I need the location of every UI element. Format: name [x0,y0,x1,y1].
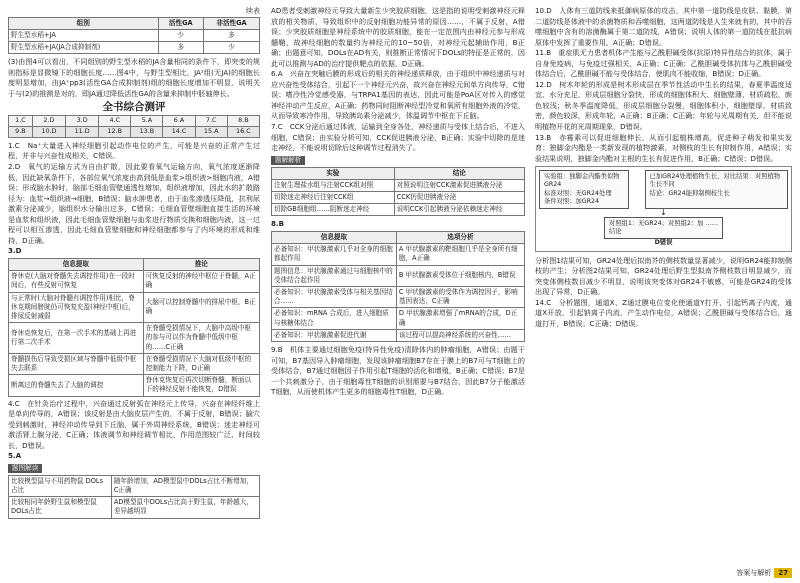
experiment-table [271,167,525,217]
answer-cell: 14.C [163,126,195,137]
table-cell: 大脑可以控制脊髓中的排尿中枢，B正确 [143,292,259,323]
answer-cell: 1.C [9,115,33,126]
experiment-table-header: 实验 [272,167,395,179]
answer-q13: 13.B 赤霉素可以促进细胞伸长，从而引起植株增高，促进种子萌发和果实发育；独脚金内酯是一类新发现的植物激素，对侧枝的生长有抑制作用，A错误；实验结果说明，独脚金内酯对主根的生长有促进作用，B正确；C错误；D错误。 [535,132,792,163]
table-cell: A 甲状腺激素的靶细胞几乎是全身所有细胞，A正确 [396,244,524,265]
flow-text: 结论 [608,228,622,236]
table-cell: 脊休克恢复后再次切断脊髓，断面以下的神经反射不能恢复，D错误 [143,375,259,396]
info-table-header: 信息提取 [272,232,397,244]
section-title: 全书综合测评 [102,101,166,114]
answer-q10: 10.D 人体有三道防线来抵御病原体的攻击，其中第一道防线是皮肤、黏膜，第二道防线是体液中的杀菌物质和吞噬细胞，这两道防线是人生来就有的，其中的吞噬细胞中含有的溶菌酶属于第二道防线，A错误；说明人体的第一道防线在抵抗病原体中发挥了重要作用，A正确；D错误。 [535,6,792,47]
solve-tag: 题图解读 [8,464,42,473]
answer-cell: 7.C [195,115,227,126]
flow-text: 对照组1：无GR24；对照组2：加 …… [608,220,719,228]
analysis-tag: 题解解析 [271,156,305,165]
flow-text: 实验组：独脚金内酯类似物GR24 [544,173,620,189]
page-label: 答案与解析 [736,569,772,577]
table-cell: 脊休克(大脑对脊髓失去调控作用)在一段时间后，有些反射可恢复 [9,271,144,292]
answer-cell: 5.A [131,115,163,126]
answer-cell: 10.D [32,126,65,137]
answer-q11: 11.B 重症肌无力患者机体产生能与乙酰胆碱受体(抗原)特异性结合的抗体，属于自身免疫病，与免疫过强相关，A正确；C正确；乙酰胆碱受体抗体与乙酰胆碱受体结合后，乙酰胆碱不能与受体结合，使肌肉不能收缩，B错误；D正确。 [535,48,792,79]
table-row [9,126,260,137]
table-row [272,287,525,308]
answer-q7: 7.C CCK分泌后通过体液，运输到全身各处，神经递质与受体上结合后，不进入细胞，C错误；由实验分析可知，CCK促进胰液分泌，B正确；实验中切除的是迷走神经，不能说明切除后这种调节过程消失了。 [271,122,525,153]
paragraph: 分析图1结果可知，GR24处理后拟南芥的侧枝数量显著减少，说明GR24能抑制侧枝的产生；分析图2结果可知，GR24处理后野生型拟南芥侧枝数目明显减少，而突变体侧枝数目减少不明显，说明该突变体对GR24不敏感，可能是GR24的受体出现了异常，D正确。 [535,255,792,297]
solve-table [8,475,260,519]
top-table-header: 组别 [9,17,159,29]
table-cell: 多 [158,41,204,53]
column-right [535,6,792,329]
flow-box-bottom [604,217,723,239]
table-cell: 说明CCK引起胰液分泌依赖迷走神经 [394,204,524,216]
page-number: 27 [774,568,792,578]
table-row [9,323,260,354]
table-row [9,292,260,323]
answer-q9: 9.B 机体主要通过细胞免疫(特异性免疫)清除体内的肿瘤细胞，A错误；由题干可知，B7基因导入肿瘤细胞，发现该肿瘤细胞B7存在于膜上的B7可与T细胞上的受体结合，B7通过细胞因子作用引起T细胞的活化和增殖，B正确；C错误；B7是一个共刺激分子，由于细胞毒性T细胞的识别需要与B7结合，因此B7分子能激活T细胞，从而使机体产生更多的细胞毒性T细胞，D正确。 [271,345,525,397]
flow-text: 结论：GR24能抑制侧枝生长 [649,189,730,197]
table-row [272,244,525,265]
table-row [9,375,260,396]
answer-q3: 3.D [8,246,22,256]
table-row [272,329,525,341]
paragraph: AD患者受刺激神经元导致大量新生少突胶质细胞，这是指的说明受刺激神经元释放的相关物质，导致组织中的反射细胞功能异常的原因……，不属于反射，A错误；少突胶质细胞是神经系统中的胶质细胞，能在一定范围内由神经元参与形成髓鞘，故神经细胞的数量约为神经元的10~50倍，对神经元起辅助作用，B正确；由题意可知，DOLs在AD有关，则推断正常情况下DOLs的特征是正常的，因此可以推测与AD的治疗提供靶点的依据，D正确。 [271,6,525,68]
table-cell: AD模型鼠中DOLs占比高于野生鼠，年龄越大，差异越明显 [111,497,259,518]
table-row [272,204,525,216]
info-table-header: 推论 [143,258,259,270]
table-cell: 对照说明注射CCK激素促进胰液分泌 [394,179,524,191]
table-cell: D 甲状腺激素增强了mRNA的合成，D正确 [396,308,524,329]
answer-cell: 9.B [9,126,33,137]
table-cell: 随年龄增加，AD模型鼠中DOLs占比不断增加，C正确 [111,475,259,496]
flow-diagram [535,166,792,251]
table-cell: 必备知识：甲状腺激素促进代谢 [272,329,397,341]
table-cell: 与正常时(大脑对脊髓有调控作用)相比，脊休克期间膀胱仍可恢复充盈(神经中枢)后，排尿反射减弱 [9,292,144,323]
flow-box-right [645,170,788,209]
table-cell: 野生型水稻+JA(JA合成抑制剂) [9,41,159,53]
answer-q1: 1.C Na⁺大量进入神经细胞引起动作电位的产生，可能是兴奋的正常产生过程，并非与兴奋性成相关，C错误。 [8,140,260,161]
table-row [9,41,260,53]
top-table-header: 活性GA [158,17,204,29]
answer-table [8,115,260,138]
flow-text: 已加GR24处理植物生长，对比结果：对照植物生长不同 [649,173,781,189]
table-cell: 野生型水稻+JA [9,29,159,41]
answer-q6: 6.A 兴奋在突触后膜的形成后的相关的神经递质释放，由于组织中神经递质与对应兴奋性受体结合，引起下一个神经元兴奋，故兴奋在神经元间单方向传导，C错误；嗜冷性冷觉感受器，与TRPA1基因的表达，因此可能是PoA区对传入的感觉神经冲动产生反应，A正确；药物同时阻断神经型冷觉和氧所有细胞外液的冷觉，从而导致寒冷作用，导致胰岛素分泌减少，体温调节中枢在下丘脑。 [271,69,525,121]
table-cell: CCK仍促进胰液分泌 [394,192,524,204]
arrow-down-icon: ↓ [660,208,667,218]
top-table-header: 非活性GA [204,17,260,29]
answer-cell: 2.D [32,115,65,126]
table-cell: B 甲状腺激素受体位于细胞核内，B错误 [396,265,524,286]
table-cell: C 甲状腺激素的受体作为调控因子，影响基因表达，C正确 [396,287,524,308]
experiment-table-header: 结论 [394,167,524,179]
table-cell: 该过程可以提高神经系统的兴奋性…… [396,329,524,341]
table-cell: 题图信息：甲状腺激素通过与细胞核中的受体结合起作用 [272,265,397,286]
table-cell: 可恢复反射的神经中枢位于脊髓，A正确 [143,271,259,292]
table-cell: 比较模型鼠与不用药物鼠 DOLs占比 [9,475,112,496]
answer-cell: 6.A [163,115,195,126]
top-table [8,17,260,55]
table-cell: 切除迷走神经后注射CCK组 [272,192,395,204]
page-footer [736,568,792,578]
answer-cell: 3.D [66,115,99,126]
answer-cell: 12.B [99,126,131,137]
table-cell: 多 [204,29,260,41]
table-cell: 注射生理盐水组与注射CCK组对照 [272,179,395,191]
answer-q4: 4.C 在针灸治疗过程中，兴奋通过反射弧在神经元上传导，兴奋在神经纤维上是单向传导的，A错误；该反射是由大脑皮层产生的，不属于反射，B错误；腧穴受到刺激时，神经冲动传导到下丘脑，属于外周神经系统，B错误；迷走神经可激活肾上腺分泌，C正确；体液调节和神经调节相比，作用范围较广泛、时间较长，D错误。 [8,398,260,450]
table-cell: 少 [158,29,204,41]
table-cell: 切除GB细胞组……阻断迷走神经 [272,204,395,216]
flow-box-left [539,170,629,209]
table-cell: 脊髓损伤后导致受损区域与脊髓中低级中枢失去联系 [9,353,144,374]
table-row [9,29,260,41]
table-cell: 必备知识：甲状腺激素几乎对全身的细胞都起作用 [272,244,397,265]
table-row [9,353,260,374]
paragraph: (3)由图4可以看出，不同组别的野生型水稻的JA含量相同的条件下，即突变的规则指标是显微镜下的细胞长度……图4中，与野生型相比，JA¹组(无JA)的细胞长度明显增加，由JA⁺pp3(活性GA合成抑制剂)组的细胞长度增加不明显，说明关于与(2)的推测是对的，即JA通过降低活性GA的含量来抑制中胚轴伸长。 [8,57,260,98]
answer-q12: 12.D 树木年轮的形成是树木形成层在季节性活动中生长的结果，春夏季温度适宜、水分充足，形成层细胞分裂快，形成的细胞体积大、细胞壁薄，材质疏松，颜色较浅；秋冬季温度降低，形成层细胞分裂慢，细胞体积小，细胞壁厚，材质致密，颜色较深，形成年轮，A正确；B正确；C正确；年轮与光周期有关，但不能说明植物开花的光周期现象，D错误。 [535,79,792,132]
flow-result: D错误 [654,239,673,247]
table-row [9,271,260,292]
answer-cell: 8.B [227,115,259,126]
column-left [8,6,260,519]
table-row [272,265,525,286]
table-row [9,475,260,496]
info-table-header: 信息提取 [9,258,144,270]
table-row [9,497,260,518]
table-row [272,179,525,191]
info-table-2 [271,231,525,342]
info-table-header: 选项分析 [396,232,524,244]
table-row [272,192,525,204]
answer-cell: 16.C [227,126,259,137]
column-middle [271,6,525,398]
answer-cell: 15.A [195,126,227,137]
info-table [8,258,260,397]
flow-text: 条件对照：加GR24 [544,197,600,205]
table-row [9,115,260,126]
table-row [272,308,525,329]
table-cell: 在脊髓受损情况下大脑对低级中枢的控制能力下降，D正确 [143,353,259,374]
table-cell: 必备知识：mRNA 合成后，进入细胞质与核糖体结合 [272,308,397,329]
answer-q5: 5.A [8,451,22,461]
continued-label: 续表 [246,7,260,15]
answer-cell: 11.D [66,126,99,137]
table-cell: 比较相同年龄野生鼠和模型鼠DOLs占比 [9,497,112,518]
table-cell: 必备知识：甲状腺激素受体与相关基因结合…… [272,287,397,308]
table-cell: 脊休克恢复后，在第一次手术的基础上再进行第二次手术 [9,323,144,354]
flow-text: 标准对照：无GR24处理 [544,189,612,197]
answer-q2: 2.D 氧气的运输方式为自由扩散，因此要看氧气运输方向，氧气浓度逐渐降低，因此缺氧条件下，各部位氧气浓度由高到低是血浆>组织液>细胞内液，A错误；形成脑水肿时，脑部毛细血管壁通透性增加，组织液增加，因此水的扩散路径为：血浆→组织液→细胞，B错误；脑水肿患者，由于血浆渗透压降低，抗利尿激素分泌减少，脑组织水分输出过多，C错误；毛细血管壁细胞直接生活的环境是血浆和组织液，因此毛细血管壁细胞与血浆进行物质交换和细胞内液，这一过程可以相互渗透，因此毛细血管壁细胞和神经细胞都参与了内环境的形成和维持，D正确。 [8,161,260,245]
answer-q14: 14.C 分析题图，通道X、Z通过膜电位变化使通道Y打开，引起钙离子内流，通道X开放，引起钠离子内流，产生动作电位，A错误；乙酰胆碱与受体结合后，通道打开，B错误；C正确；D错误。 [535,297,792,328]
table-cell: 少 [204,41,260,53]
table-cell: 断离过的脊髓失去了大脑的调控 [9,375,144,396]
answer-q8: 8.B [271,219,285,229]
answer-cell: 4.C [99,115,131,126]
answer-cell: 13.B [131,126,163,137]
table-cell: 在脊髓受损情况下，大脑中高级中枢的参与可以作为脊髓中低级中枢的……C正确 [143,323,259,354]
